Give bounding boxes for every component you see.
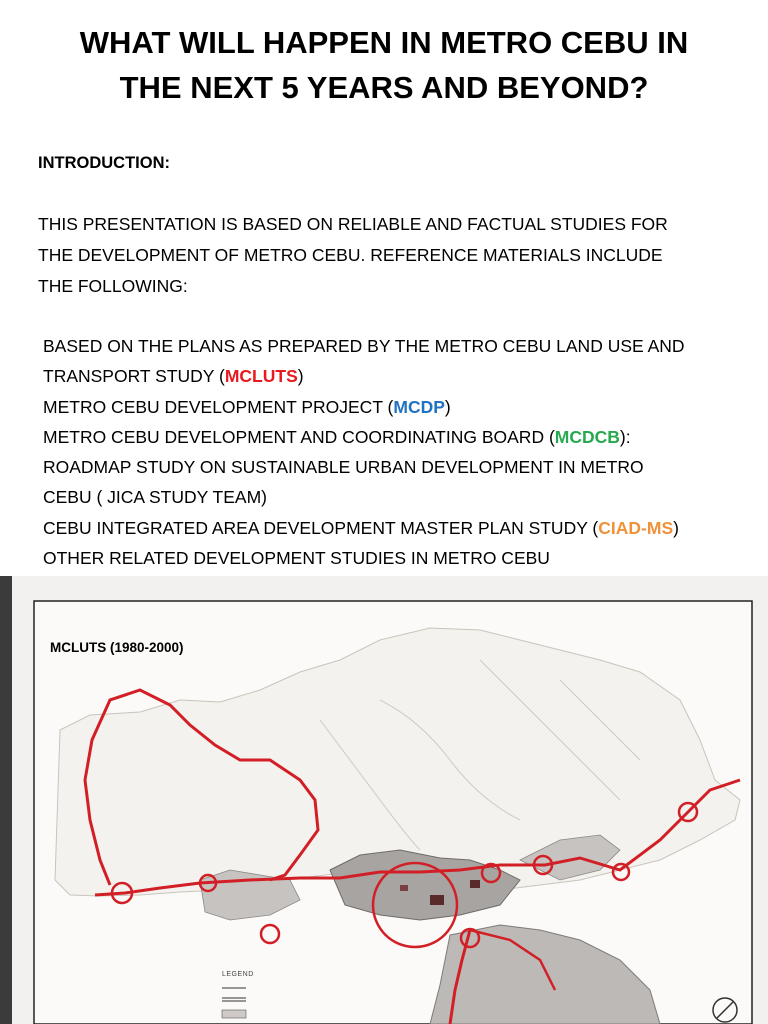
intro-paragraph: [38, 209, 738, 302]
scan-edge-left: [0, 576, 12, 1024]
reference-item-mcdcb: [43, 422, 743, 452]
reference-list: [43, 331, 743, 573]
ref-text-close: ): [297, 366, 304, 387]
ref-text-close: ): [444, 396, 451, 417]
ref-text-close: ): [673, 517, 679, 538]
reference-item-mcluts-line-1: BASED ON THE PLANS AS PREPARED BY THE METRO CEBU LAND USE AND: [43, 336, 685, 356]
ref-text: METRO CEBU DEVELOPMENT PROJECT (: [43, 396, 394, 417]
page-title: [0, 20, 768, 110]
map-block: [400, 885, 408, 891]
reference-item-ciad-ms: [43, 513, 743, 543]
map-legend-title: LEGEND: [222, 971, 254, 978]
legend-swatch-residential: [222, 1010, 246, 1018]
ref-text: CEBU INTEGRATED AREA DEVELOPMENT MASTER PLAN STUDY (: [43, 517, 599, 538]
ref-text: METRO CEBU DEVELOPMENT AND COORDINATING BOARD (: [43, 426, 555, 447]
reference-item-other: OTHER RELATED DEVELOPMENT STUDIES IN METRO CEBU: [43, 548, 550, 569]
intro-heading: INTRODUCTION:: [38, 154, 170, 172]
intro-line-2: THE DEVELOPMENT OF METRO CEBU. REFERENCE MATERIALS INCLUDE: [38, 245, 663, 265]
map-title-label: MCLUTS (1980-2000): [50, 640, 184, 655]
title-line-2: THE NEXT 5 YEARS AND BEYOND?: [119, 70, 649, 105]
reference-item-mcluts-line-2: [43, 361, 743, 391]
acronym-mcluts: MCLUTS: [224, 366, 298, 387]
acronym-ciad-ms: CIAD-MS: [598, 517, 674, 538]
intro-line-3: THE FOLLOWING:: [38, 276, 188, 296]
reference-item-mcdp: [43, 392, 743, 422]
ref-text-close: ):: [619, 426, 631, 447]
intro-line-1: THIS PRESENTATION IS BASED ON RELIABLE AND FACTUAL STUDIES FOR: [38, 214, 668, 234]
reference-item-jica-line-2: CEBU ( JICA STUDY TEAM): [43, 487, 267, 508]
map-block: [430, 895, 444, 905]
ref-text: TRANSPORT STUDY (: [43, 366, 225, 387]
acronym-mcdp: MCDP: [393, 396, 445, 417]
acronym-mcdcb: MCDCB: [554, 426, 620, 447]
map-block: [470, 880, 480, 888]
reference-item-jica-line-1: ROADMAP STUDY ON SUSTAINABLE URBAN DEVELOPMENT IN METRO: [43, 457, 644, 478]
title-line-1: WHAT WILL HAPPEN IN METRO CEBU IN: [79, 25, 689, 60]
